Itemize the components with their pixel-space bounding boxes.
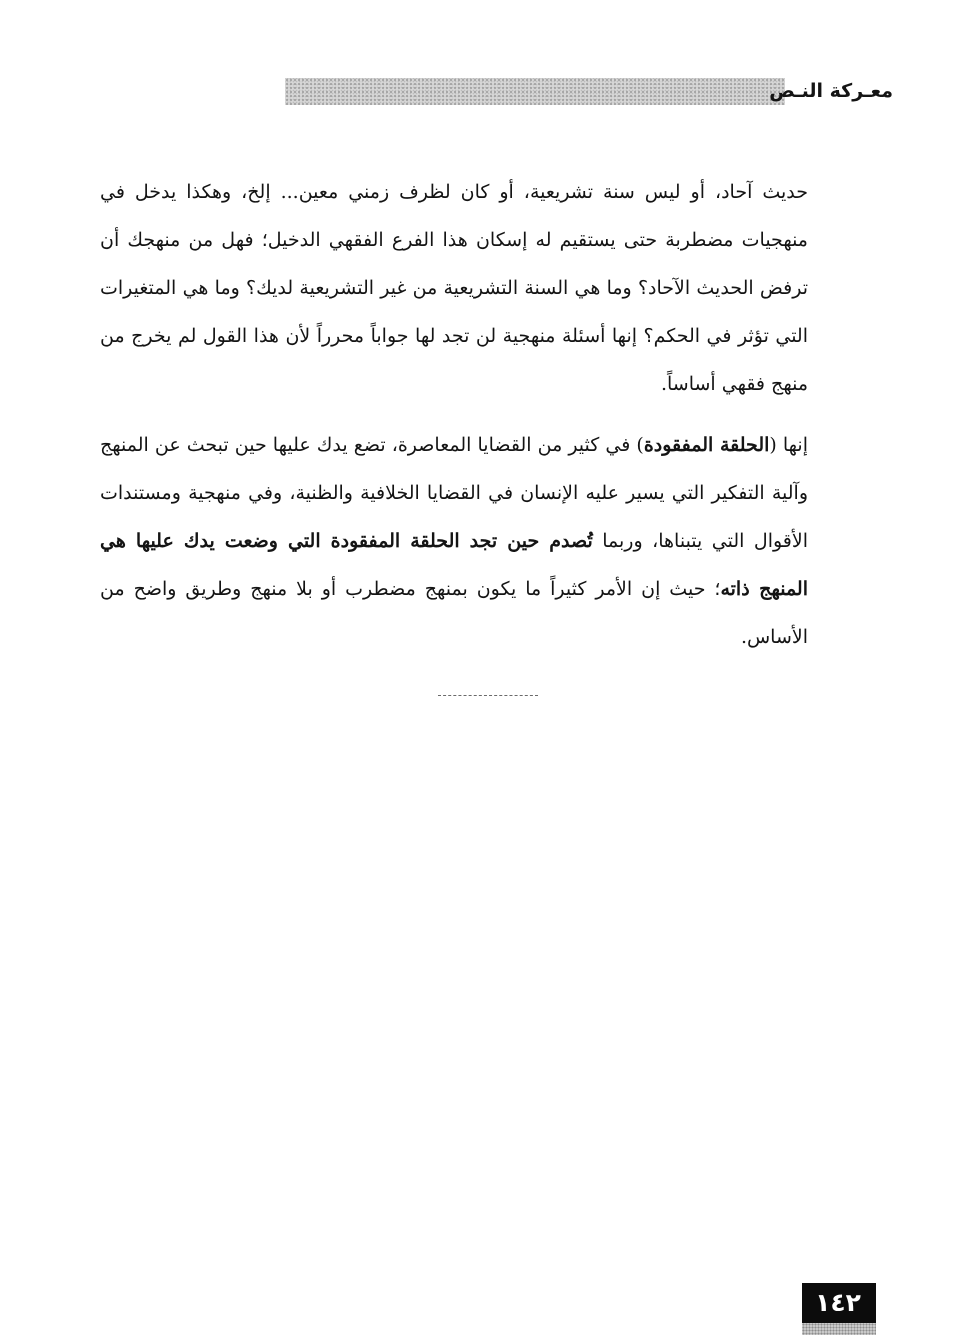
body-text bbox=[100, 168, 808, 661]
page-number-texture bbox=[802, 1323, 876, 1335]
paragraph-2 bbox=[100, 421, 808, 661]
running-header bbox=[285, 78, 893, 108]
page-number: ١٤٢ bbox=[802, 1283, 874, 1323]
end-divider bbox=[438, 695, 538, 696]
paragraph-2-bold-phrase-1: الحلقة المفقودة bbox=[643, 434, 770, 456]
paragraph-2-run-1: إنها ( bbox=[769, 434, 808, 456]
header-texture-band bbox=[285, 78, 785, 105]
paragraph-1 bbox=[100, 168, 808, 408]
paragraph-2-run-5: ؛ حيث إن الأمر كثيراً ما يكون بمنهج مضطرب أو بلا منهج وطريق واضح من الأساس. bbox=[100, 578, 808, 648]
paragraph-2-bold-phrase-2: تُصدم حين تجد الحلقة المفقودة التي وضعت يدك عليها هي المنهج ذاته bbox=[100, 530, 808, 600]
running-header-title: معـركة النـص bbox=[769, 80, 893, 102]
paragraph-1-text: حديث آحاد، أو ليس سنة تشريعية، أو كان لظرف زمني معين... إلخ، وهكذا يدخل في منهجيات مضطربة حتى يستقيم له إسكان هذا الفرع الفقهي الدخيل؛ فهل من منهجك أن ترفض الحديث الآحاد؟ وما هي السنة التشريعية من غير التشريعية لديك؟ وما هي المتغيرات التي تؤثر في الحكم؟ إنها أسئلة منهجية لن تجد لها جواباً محرراً لأن هذا القول لم يخرج من منهج فقهي أساساً. bbox=[100, 181, 808, 395]
paragraph-2-run-3: ) في كثير من القضايا المعاصرة، تضع يدك عليها حين تبحث عن المنهج وآلية التفكير التي يسير عليه الإنسان في القضايا الخلافية والظنية، وفي منهجية ومستندات الأقوال التي يتبناها، وربما bbox=[100, 434, 808, 552]
